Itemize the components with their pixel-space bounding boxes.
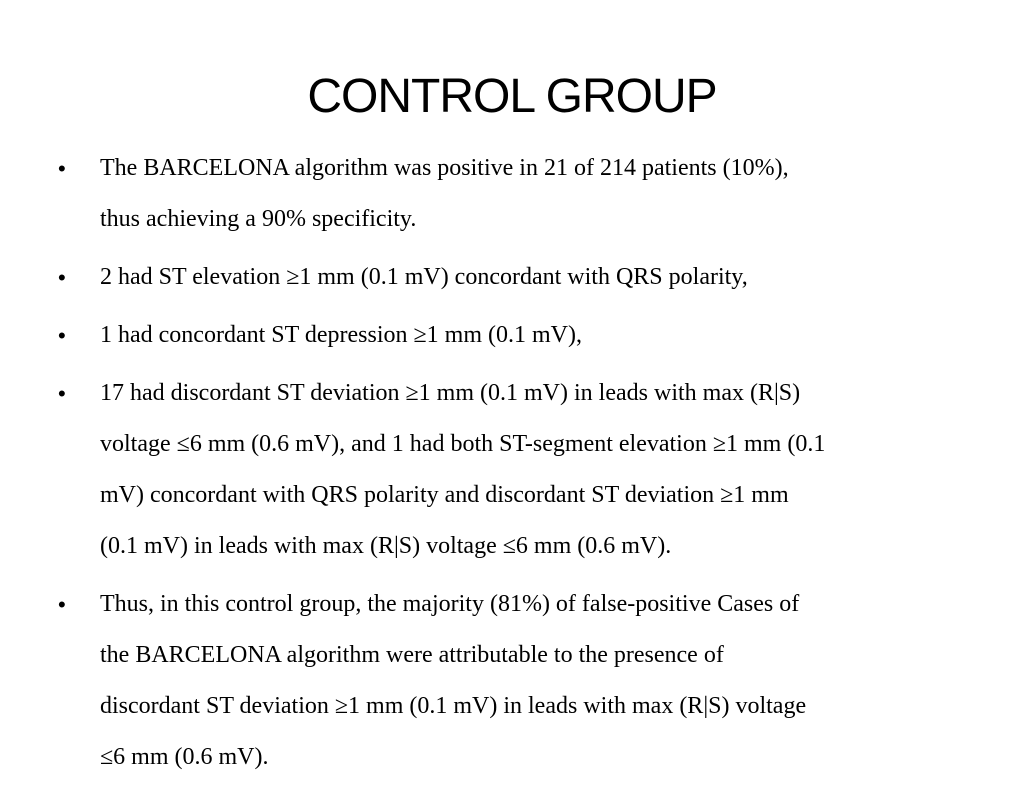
bullet-text-line: voltage ≤6 mm (0.6 mV), and 1 had both ST-segment elevation ≥1 mm (0.1	[100, 431, 826, 457]
bullet-text-line: ≤6 mm (0.6 mV).	[100, 744, 269, 770]
bullet-icon: •	[58, 592, 66, 617]
bullet-text-line: 2 had ST elevation ≥1 mm (0.1 mV) concordant with QRS polarity,	[100, 264, 748, 290]
bullet-icon: •	[58, 265, 66, 290]
bullet-text-line: the BARCELONA algorithm were attributable to the presence of	[100, 642, 724, 668]
bullet-item	[0, 579, 1024, 783]
bullet-text-line: 17 had discordant ST deviation ≥1 mm (0.1 mV) in leads with max (R|S)	[100, 380, 801, 406]
bullet-item	[0, 368, 1024, 572]
bullet-text-line: The BARCELONA algorithm was positive in 21 of 214 patients (10%),	[100, 155, 789, 181]
slide-title: CONTROL GROUP	[307, 70, 717, 123]
bullet-text-line: (0.1 mV) in leads with max (R|S) voltage ≤6 mm (0.6 mV).	[100, 533, 672, 559]
bullet-item	[0, 310, 1024, 361]
bullet-text-line: thus achieving a 90% specificity.	[100, 206, 417, 232]
bullet-item	[0, 252, 1024, 303]
bullet-icon: •	[58, 381, 66, 406]
bullet-text-line: mV) concordant with QRS polarity and discordant ST deviation ≥1 mm	[100, 482, 789, 508]
bullet-text-line: discordant ST deviation ≥1 mm (0.1 mV) in leads with max (R|S) voltage	[100, 693, 807, 719]
bullet-text-line: 1 had concordant ST depression ≥1 mm (0.1 mV),	[100, 322, 582, 348]
bullet-item	[0, 143, 1024, 245]
bullet-icon: •	[58, 323, 66, 348]
bullet-icon: •	[58, 156, 66, 181]
bullet-list	[0, 143, 1024, 790]
bullet-text-line: Thus, in this control group, the majority (81%) of false-positive Cases of	[100, 591, 800, 617]
